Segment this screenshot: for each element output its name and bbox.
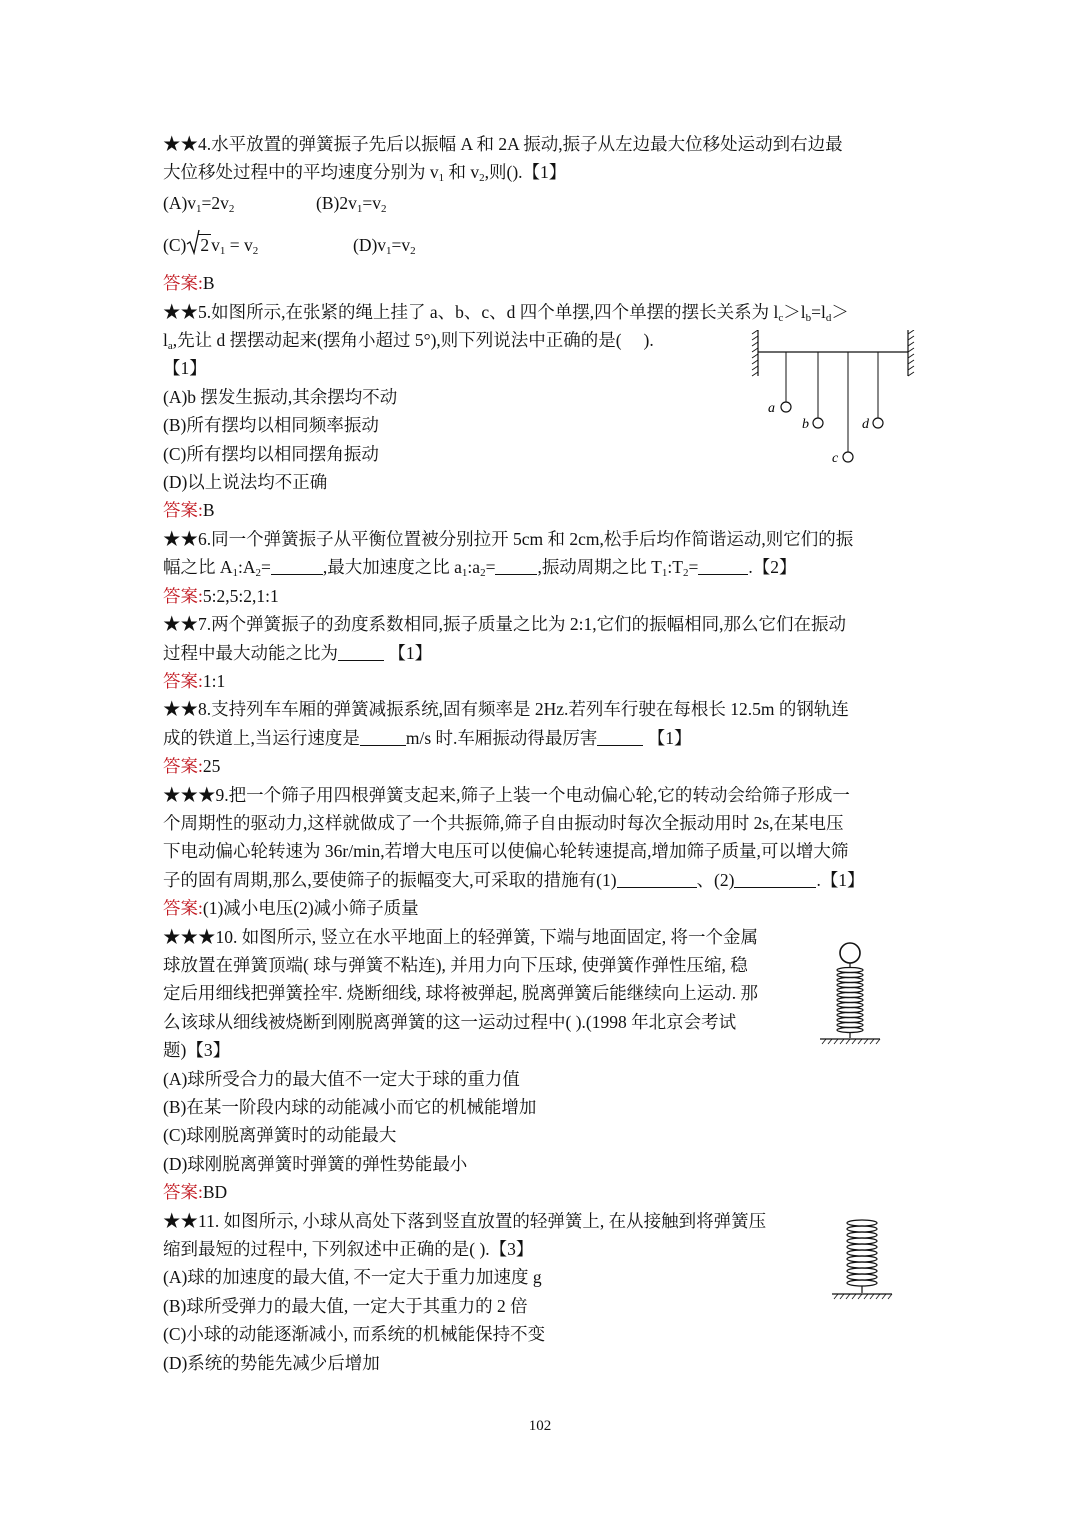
q4-text: ,则().【1】 (484, 162, 567, 183)
q9-line-3: 下电动偏心轮转速为 36r/min,若增大电压可以使偏心轮转速提高,增加筛子质量,可以增大筛 (163, 841, 849, 862)
answer-label: 答案: (163, 1182, 203, 1203)
question-6 (163, 525, 918, 610)
label-c: c (832, 451, 839, 466)
q6-text: ,振动周期之比 T (537, 557, 662, 578)
pendulum-d (873, 418, 883, 428)
page-number: 102 (528, 1418, 552, 1434)
q10-line-1: ★★★10. 如图所示, 竖立在水平地面上的轻弹簧, 下端与地面固定, 将一个金属 (163, 926, 758, 947)
q11-option-c: (C)小球的动能逐渐减小, 而系统的机械能保持不变 (163, 1324, 546, 1345)
subscript: 2 (228, 202, 235, 215)
subscript: 1 (356, 202, 363, 215)
q7-answer (163, 667, 918, 695)
subscript: b (805, 311, 812, 324)
q9-text: 子的固有周期,那么,要使筛子的振幅变大,可采取的措施有(1) (163, 869, 617, 890)
q6-line-2 (163, 553, 918, 581)
spring-figure (830, 1215, 896, 1305)
q5-text: ＞l (783, 301, 806, 322)
q5-option-c: (C)所有摆均以相同摆角振动 (163, 443, 379, 464)
q6-text: = (261, 557, 271, 578)
answer-value: 5:2,5:2,1:1 (202, 585, 279, 606)
q4-option-c (163, 235, 259, 258)
sqrt-symbol (186, 231, 211, 259)
q4-text: 和 v (444, 162, 480, 183)
answer-label: 答案: (163, 585, 203, 606)
q10-answer (163, 1178, 918, 1206)
subscript: 1 (661, 567, 668, 580)
answer-label: 答案: (163, 756, 203, 777)
q6-text: :A (238, 557, 256, 578)
q5-option-a: (A)b 摆发生振动,其余摆均不动 (163, 386, 398, 407)
fill-blank (495, 556, 537, 575)
fill-blank (338, 642, 384, 661)
q4-options-cd (163, 231, 918, 261)
option-text: =2v (201, 192, 229, 213)
q11-line-2: 缩到最短的过程中, 下列叙述中正确的是( ).【3】 (163, 1239, 534, 1260)
q6-text: .【2】 (748, 557, 797, 578)
q4-answer (163, 269, 918, 297)
vertical-spring (847, 1220, 877, 1286)
question-8 (163, 695, 918, 780)
answer-value: B (202, 273, 215, 294)
q6-text: = (688, 557, 699, 578)
q10-option-b: (B)在某一阶段内球的动能减小而它的机械能增加 (163, 1097, 537, 1117)
option-text: =v (362, 192, 381, 213)
q5-line-3: 【1】 (163, 358, 207, 379)
q4-option-a (163, 193, 234, 213)
subscript: c (778, 311, 784, 324)
q8-line-2 (163, 724, 918, 752)
q5-text: ＞ (831, 301, 849, 322)
q10-line-4: 么该球从细线被烧断到刚脱离弹簧的这一运动过程中( ).(1998 年北京会考试 (163, 1011, 737, 1032)
pendulum-b (813, 418, 823, 428)
question-7 (163, 610, 918, 695)
q6-text: :T (667, 557, 683, 578)
q9-text: 、(2) (696, 869, 735, 890)
q7-line-2 (163, 639, 918, 667)
ball-spring-figure (818, 940, 884, 1048)
question-10 (163, 923, 918, 1207)
q5-answer (163, 496, 918, 524)
radicand: 2 (200, 235, 210, 256)
fill-blank (597, 727, 643, 746)
answer-value: B (202, 500, 215, 521)
fill-blank (698, 556, 748, 575)
pendulum-figure (748, 330, 920, 470)
q5-text: ,先让 d 摆摆动起来(摆角小超过 5°),则下列说法中正确的是( ). (172, 330, 654, 351)
pendulum-c (843, 452, 853, 462)
q4-options-ab (163, 189, 918, 217)
q4-line-1: ★★4.水平放置的弹簧振子先后以振幅 A 和 2A 振动,振子从左边最大位移处运动到右边最 (163, 134, 843, 154)
subscript: 1 (232, 567, 239, 580)
subscript: 2 (380, 202, 387, 215)
q8-line-1: ★★8.支持列车车厢的弹簧减振系统,固有频率是 2Hz.若列车行驶在每根长 12.5m 的钢轨连 (163, 699, 849, 720)
option-text: (D)v (353, 235, 387, 256)
q5-option-d: (D)以上说法均不正确 (163, 472, 328, 493)
option-text: = v (225, 235, 253, 256)
option-text: =v (391, 235, 411, 256)
answer-value: 25 (202, 756, 221, 777)
q9-text: .【1】 (816, 869, 865, 890)
question-9 (163, 781, 918, 923)
q7-text: 【1】 (384, 642, 433, 663)
option-text: (C) (163, 235, 187, 256)
subscript: 2 (480, 567, 486, 580)
label-d: d (862, 417, 869, 432)
compressed-spring (837, 968, 863, 1033)
pendulum-a (781, 402, 791, 412)
answer-label: 答案: (163, 898, 203, 919)
q5-option-b: (B)所有摆均以相同频率振动 (163, 415, 379, 436)
q6-text: :a (467, 557, 481, 578)
q5-text: ★★5.如图所示,在张紧的绳上挂了 a、b、c、d 四个单摆,四个单摆的摆长关系为 l (163, 301, 779, 322)
q10-option-a: (A)球所受合力的最大值不一定大于球的重力值 (163, 1068, 520, 1089)
label-b: b (802, 417, 809, 432)
subscript: 2 (252, 245, 259, 258)
q4-option-b (316, 189, 386, 217)
q6-answer (163, 582, 918, 610)
q11-option-b: (B)球所受弹力的最大值, 一定大于其重力的 2 倍 (163, 1295, 528, 1316)
subscript: 1 (438, 172, 445, 185)
label-a: a (768, 401, 775, 416)
metal-ball (840, 943, 860, 963)
q8-text: 【1】 (643, 727, 692, 748)
question-11 (163, 1207, 918, 1377)
q5-text: l (163, 330, 168, 351)
q10-line-2: 球放置在弹簧顶端( 球与弹簧不粘连), 并用力向下压球, 使弹簧作弹性压缩, 稳 (163, 954, 748, 975)
q11-line-1: ★★11. 如图所示, 小球从高处下落到竖直放置的轻弹簧上, 在从接触到将弹簧压 (163, 1210, 767, 1231)
q6-text: 幅之比 A (163, 557, 233, 578)
option-text: (B)2v (316, 192, 357, 213)
answer-value: (1)减小电压(2)减小筛子质量 (202, 898, 419, 919)
q9-answer (163, 894, 918, 922)
q10-line-3: 定后用细线把弹簧拴牢. 烧断细线, 球将被弹起, 脱离弹簧后能继续向上运动. 那 (163, 983, 758, 1004)
q6-text: = (485, 557, 496, 578)
page-content (163, 130, 918, 1377)
q10-option-d: (D)球刚脱离弹簧时弹簧的弹性势能最小 (163, 1153, 468, 1174)
q6-text: ,最大加速度之比 a (322, 557, 462, 578)
q8-text: m/s 时.车厢振动得最厉害 (405, 727, 598, 748)
q10-option-c: (C)球刚脱离弹簧时的动能最大 (163, 1125, 397, 1146)
subscript: 2 (479, 172, 485, 185)
subscript: 1 (386, 245, 392, 258)
q9-line-1: ★★★9.把一个筛子用四根弹簧支起来,筛子上装一个电动偏心轮,它的转动会给筛子形成一 (163, 784, 850, 805)
subscript: a (167, 340, 173, 353)
q9-line-2: 个周期性的驱动力,这样就做成了一个共振筛,筛子自由振动时每次全振动用时 2s,在某电压 (163, 812, 844, 833)
subscript: 2 (410, 245, 416, 258)
q7-line-1: ★★7.两个弹簧振子的劲度系数相同,振子质量之比为 2:1,它们的振幅相同,那么它们在振动 (163, 614, 846, 635)
fill-blank (360, 727, 406, 746)
fill-blank (617, 869, 697, 888)
answer-value: 1:1 (202, 670, 226, 691)
answer-label: 答案: (163, 670, 203, 691)
subscript: 2 (255, 567, 262, 580)
q5-line-1 (163, 298, 918, 326)
q4-option-d (353, 231, 416, 259)
q9-line-4 (163, 866, 918, 894)
subscript: 1 (219, 245, 226, 258)
option-text: v (211, 235, 220, 256)
subscript: d (825, 311, 832, 324)
q4-text: 大位移处过程中的平均速度分别为 v (163, 162, 439, 183)
subscript: 1 (196, 202, 202, 215)
q8-text: 成的铁道上,当运行速度是 (163, 727, 360, 748)
option-text: (A)v (163, 192, 197, 213)
q11-option-d: (D)系统的势能先减少后增加 (163, 1352, 380, 1373)
q5-text: =l (811, 301, 826, 322)
q7-text: 过程中最大动能之比为 (163, 642, 338, 663)
q10-line-5: 题)【3】 (163, 1040, 231, 1061)
q4-line-2 (163, 158, 918, 186)
subscript: 1 (461, 567, 468, 580)
answer-label: 答案: (163, 500, 203, 521)
fill-blank (271, 556, 323, 575)
answer-label: 答案: (163, 273, 203, 294)
q6-line-1: ★★6.同一个弹簧振子从平衡位置被分别拉开 5cm 和 2cm,松手后均作简谐运动,则它们的振 (163, 528, 854, 549)
q8-answer (163, 752, 918, 780)
subscript: 2 (682, 567, 689, 580)
fill-blank (734, 869, 816, 888)
q11-option-a: (A)球的加速度的最大值, 不一定大于重力加速度 g (163, 1267, 542, 1288)
answer-value: BD (202, 1182, 228, 1203)
question-4 (163, 130, 918, 298)
